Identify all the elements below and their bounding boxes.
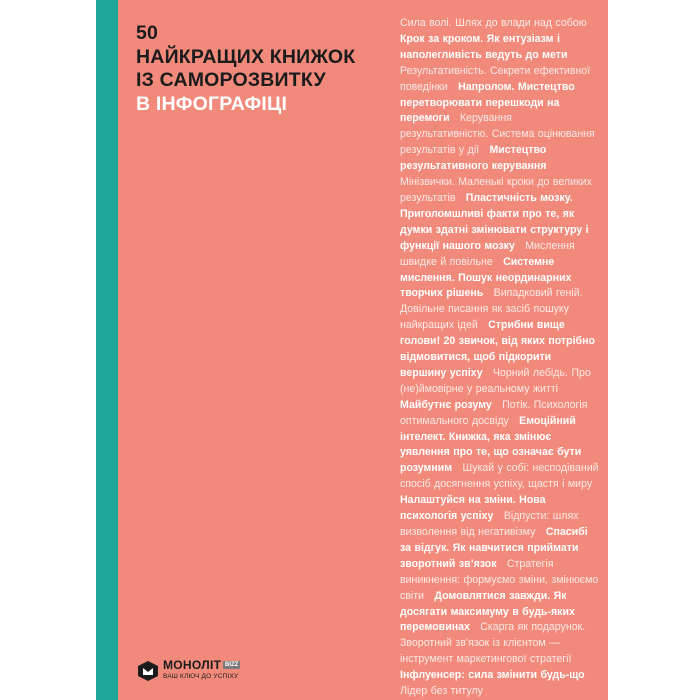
book-list-item: Чорний лебідь. Про (не)ймовірне у реальному житті — [400, 366, 591, 395]
publisher-name: МОНОЛІТ — [163, 658, 222, 672]
title-subtitle: В ІНФОГРАФІЦІ — [136, 92, 288, 115]
book-list-item: Спасибі за відгук. Як навчитися приймати зворотний зв’язок — [400, 526, 588, 570]
publisher-tagline: ВАШ КЛЮЧ ДО УСПІХУ — [163, 673, 239, 680]
book-list-item: Інфлуенсер: сила змінити будь-що — [400, 669, 585, 682]
title-line-2: ІЗ САМОРОЗВИТКУ — [136, 69, 326, 91]
book-title — [136, 22, 386, 116]
book-list-item: Мінізвички. Маленькі кроки до великих результатів — [400, 176, 592, 204]
book-list-item: Потік. Психологія оптимального досвіду — [400, 398, 588, 427]
book-list-item: Керування результативністю. Система оцінювання результатів у дії — [400, 112, 595, 157]
book-list-item: Стрибни вище голови! 20 звичок, від яких потрібно відмовитися, щоб підкорити вершину успіху — [400, 319, 595, 379]
book-list-item: Налаштуйся на зміни. Нова психологія успіху — [400, 494, 546, 523]
book-list-item: Мистецтво результативного керування — [400, 144, 547, 173]
book-list-item: Пластичність мозку. Приголомшливі факти про те, як думки здатні змінювати структуру і функції нашого мозку — [400, 191, 589, 252]
book-list-item: Напролом. Мистецтво перетворювати перешкоди на перемоги — [400, 80, 575, 125]
book-list-item: Крок за кроком. Як ентузіазм і наполегливість ведуть до мети — [400, 32, 568, 61]
book-list-item: Системне мислення. Пошук неординарних творчих рішень — [400, 255, 572, 300]
book-list-item: Майбутнє розуму — [400, 398, 492, 411]
book-list-item: Випадковий геній. Довільне писання як засіб пошуку найкращих ідей — [400, 287, 583, 332]
book-list-item: Результативність. Секрети ефективної поведінки — [400, 64, 591, 93]
book-list-item: Відпусти: шлях визволення від негативізму — [400, 510, 579, 538]
book-list-item: Лідер без титулу — [400, 685, 483, 698]
title-line-1: НАЙКРАЩИХ КНИЖОК — [136, 45, 356, 68]
monolit-logo-icon — [137, 660, 159, 682]
title-number: 50 — [136, 22, 159, 44]
book-list-item: Сила волі. Шлях до влади над собою — [400, 17, 587, 29]
publisher-badge: BIZZ — [225, 662, 239, 668]
publisher-logo — [137, 654, 267, 694]
book-list — [400, 16, 600, 700]
book-list-item: Емоційний інтелект. Книжка, яка змінює уявлення про те, що означає бути розумним — [400, 414, 582, 475]
book-list-item: Шукай у собі: несподіваний спосіб досягнення успіху, щастя і миру — [400, 462, 599, 491]
book-list-item: Мислення швидке й повільне — [400, 239, 575, 268]
book-list-item: Стратегія виникнення: формуємо зміни, змінюємо світи — [400, 557, 599, 602]
cover-spine-stripe — [96, 0, 118, 700]
book-list-item: Скарга як подарунок. Зворотний зв’язок із клієнтом — інструмент маркетингової стратегії — [400, 621, 586, 666]
book-list-item: Домовлятися завжди. Як досягати максимуму в будь-яких перемовинах — [400, 589, 575, 634]
